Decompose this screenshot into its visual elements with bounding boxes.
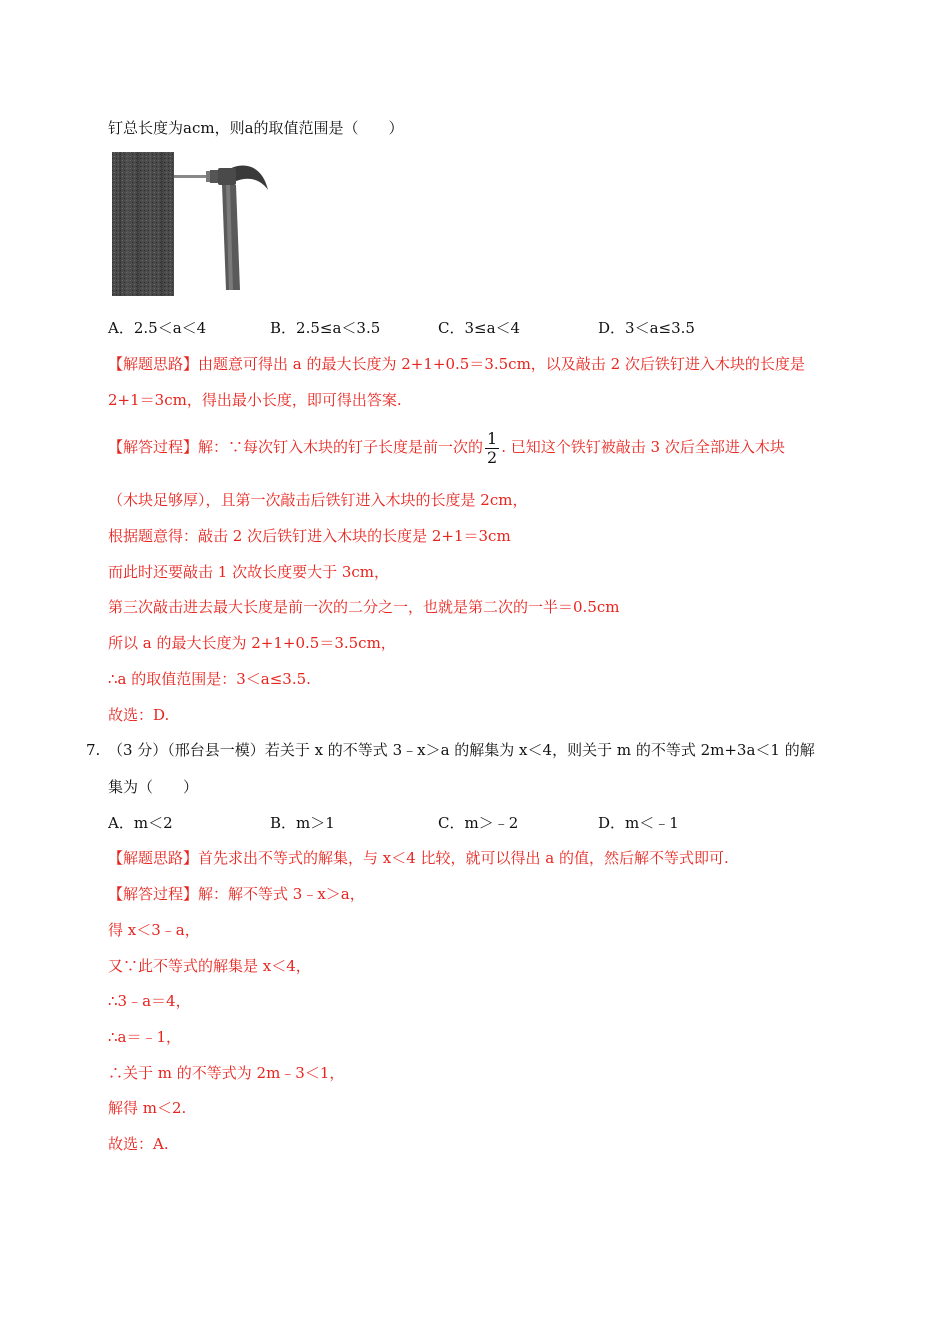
q7-step-1: 得 x＜3﹣a， <box>108 921 200 939</box>
q7-stem-line-2: 集为（ ） <box>108 778 199 796</box>
q7-option-a: A．m＜2 <box>108 814 173 832</box>
q7-answer: 故选：A. <box>108 1135 169 1153</box>
q6-thinking-line-1: 【解题思路】由题意可得出 a 的最大长度为 2+1+0.5＝3.5cm，以及敲击 2 次后铁钉进入木块的长度是 <box>108 355 805 373</box>
q6-step-2: 而此时还要敲击 1 次故长度要大于 3cm， <box>108 563 390 581</box>
q6-intro: 钉总长度为acm，则a的取值范围是（ ） <box>108 119 404 137</box>
q7-step-2: 又∵此不等式的解集是 x＜4， <box>108 957 311 975</box>
q6-step-3: 第三次敲击进去最大长度是前一次的二分之一，也就是第二次的一半＝0.5cm <box>108 598 620 616</box>
q6-process-line-1: 【解答过程】解：∵每次钉入木块的钉子长度是前一次的 $\frac{1}{2}$ . 已知这个铁钉被敲击 3 次后全部进入木块 <box>108 428 785 467</box>
q7-process: 【解答过程】解：解不等式 3﹣x＞a， <box>108 885 365 903</box>
q7-stem-line-1: （3 分）（邢台县一模）若关于 x 的不等式 3﹣x＞a 的解集为 x＜4，则关于 m 的不等式 2m+3a＜1 的解 <box>108 741 815 759</box>
q6-process-line-2: （木块足够厚），且第一次敲击后铁钉进入木块的长度是 2cm， <box>108 491 528 509</box>
q7-step-4: ∴a＝﹣1， <box>108 1028 182 1046</box>
q7-number: 7. <box>86 741 101 759</box>
q6-option-d: D．3＜a≤3.5 <box>598 319 695 337</box>
q7-step-6: 解得 m＜2. <box>108 1099 187 1117</box>
hammer-nail-illustration <box>112 150 272 298</box>
q6-option-c: C．3≤a＜4 <box>438 319 521 337</box>
q6-option-b: B．2.5≤a＜3.5 <box>270 319 381 337</box>
q6-step-5: ∴a 的取值范围是：3＜a≤3.5. <box>108 670 311 688</box>
q7-step-3: ∴3﹣a＝4， <box>108 992 191 1010</box>
q6-option-a: A．2.5＜a＜4 <box>108 319 207 337</box>
q7-step-5: ∴关于 m 的不等式为 2m﹣3＜1， <box>108 1064 345 1082</box>
q6-answer: 故选：D. <box>108 706 170 724</box>
hammer-nail-figure <box>112 150 272 298</box>
q7-option-c: C．m＞﹣2 <box>438 814 519 832</box>
q7-thinking: 【解题思路】首先求出不等式的解集，与 x＜4 比较，就可以得出 a 的值，然后解不等式即可. <box>108 849 729 867</box>
q7-option-b: B．m＞1 <box>270 814 335 832</box>
q6-step-4: 所以 a 的最大长度为 2+1+0.5＝3.5cm， <box>108 634 396 652</box>
q6-step-1: 根据题意得：敲击 2 次后铁钉进入木块的长度是 2+1＝3cm <box>108 527 511 545</box>
q6-thinking-line-2: 2+1＝3cm，得出最小长度，即可得出答案. <box>108 391 402 409</box>
fraction-one-half: $\frac{1}{2}$ <box>487 428 498 467</box>
q7-option-d: D．m＜﹣1 <box>598 814 679 832</box>
